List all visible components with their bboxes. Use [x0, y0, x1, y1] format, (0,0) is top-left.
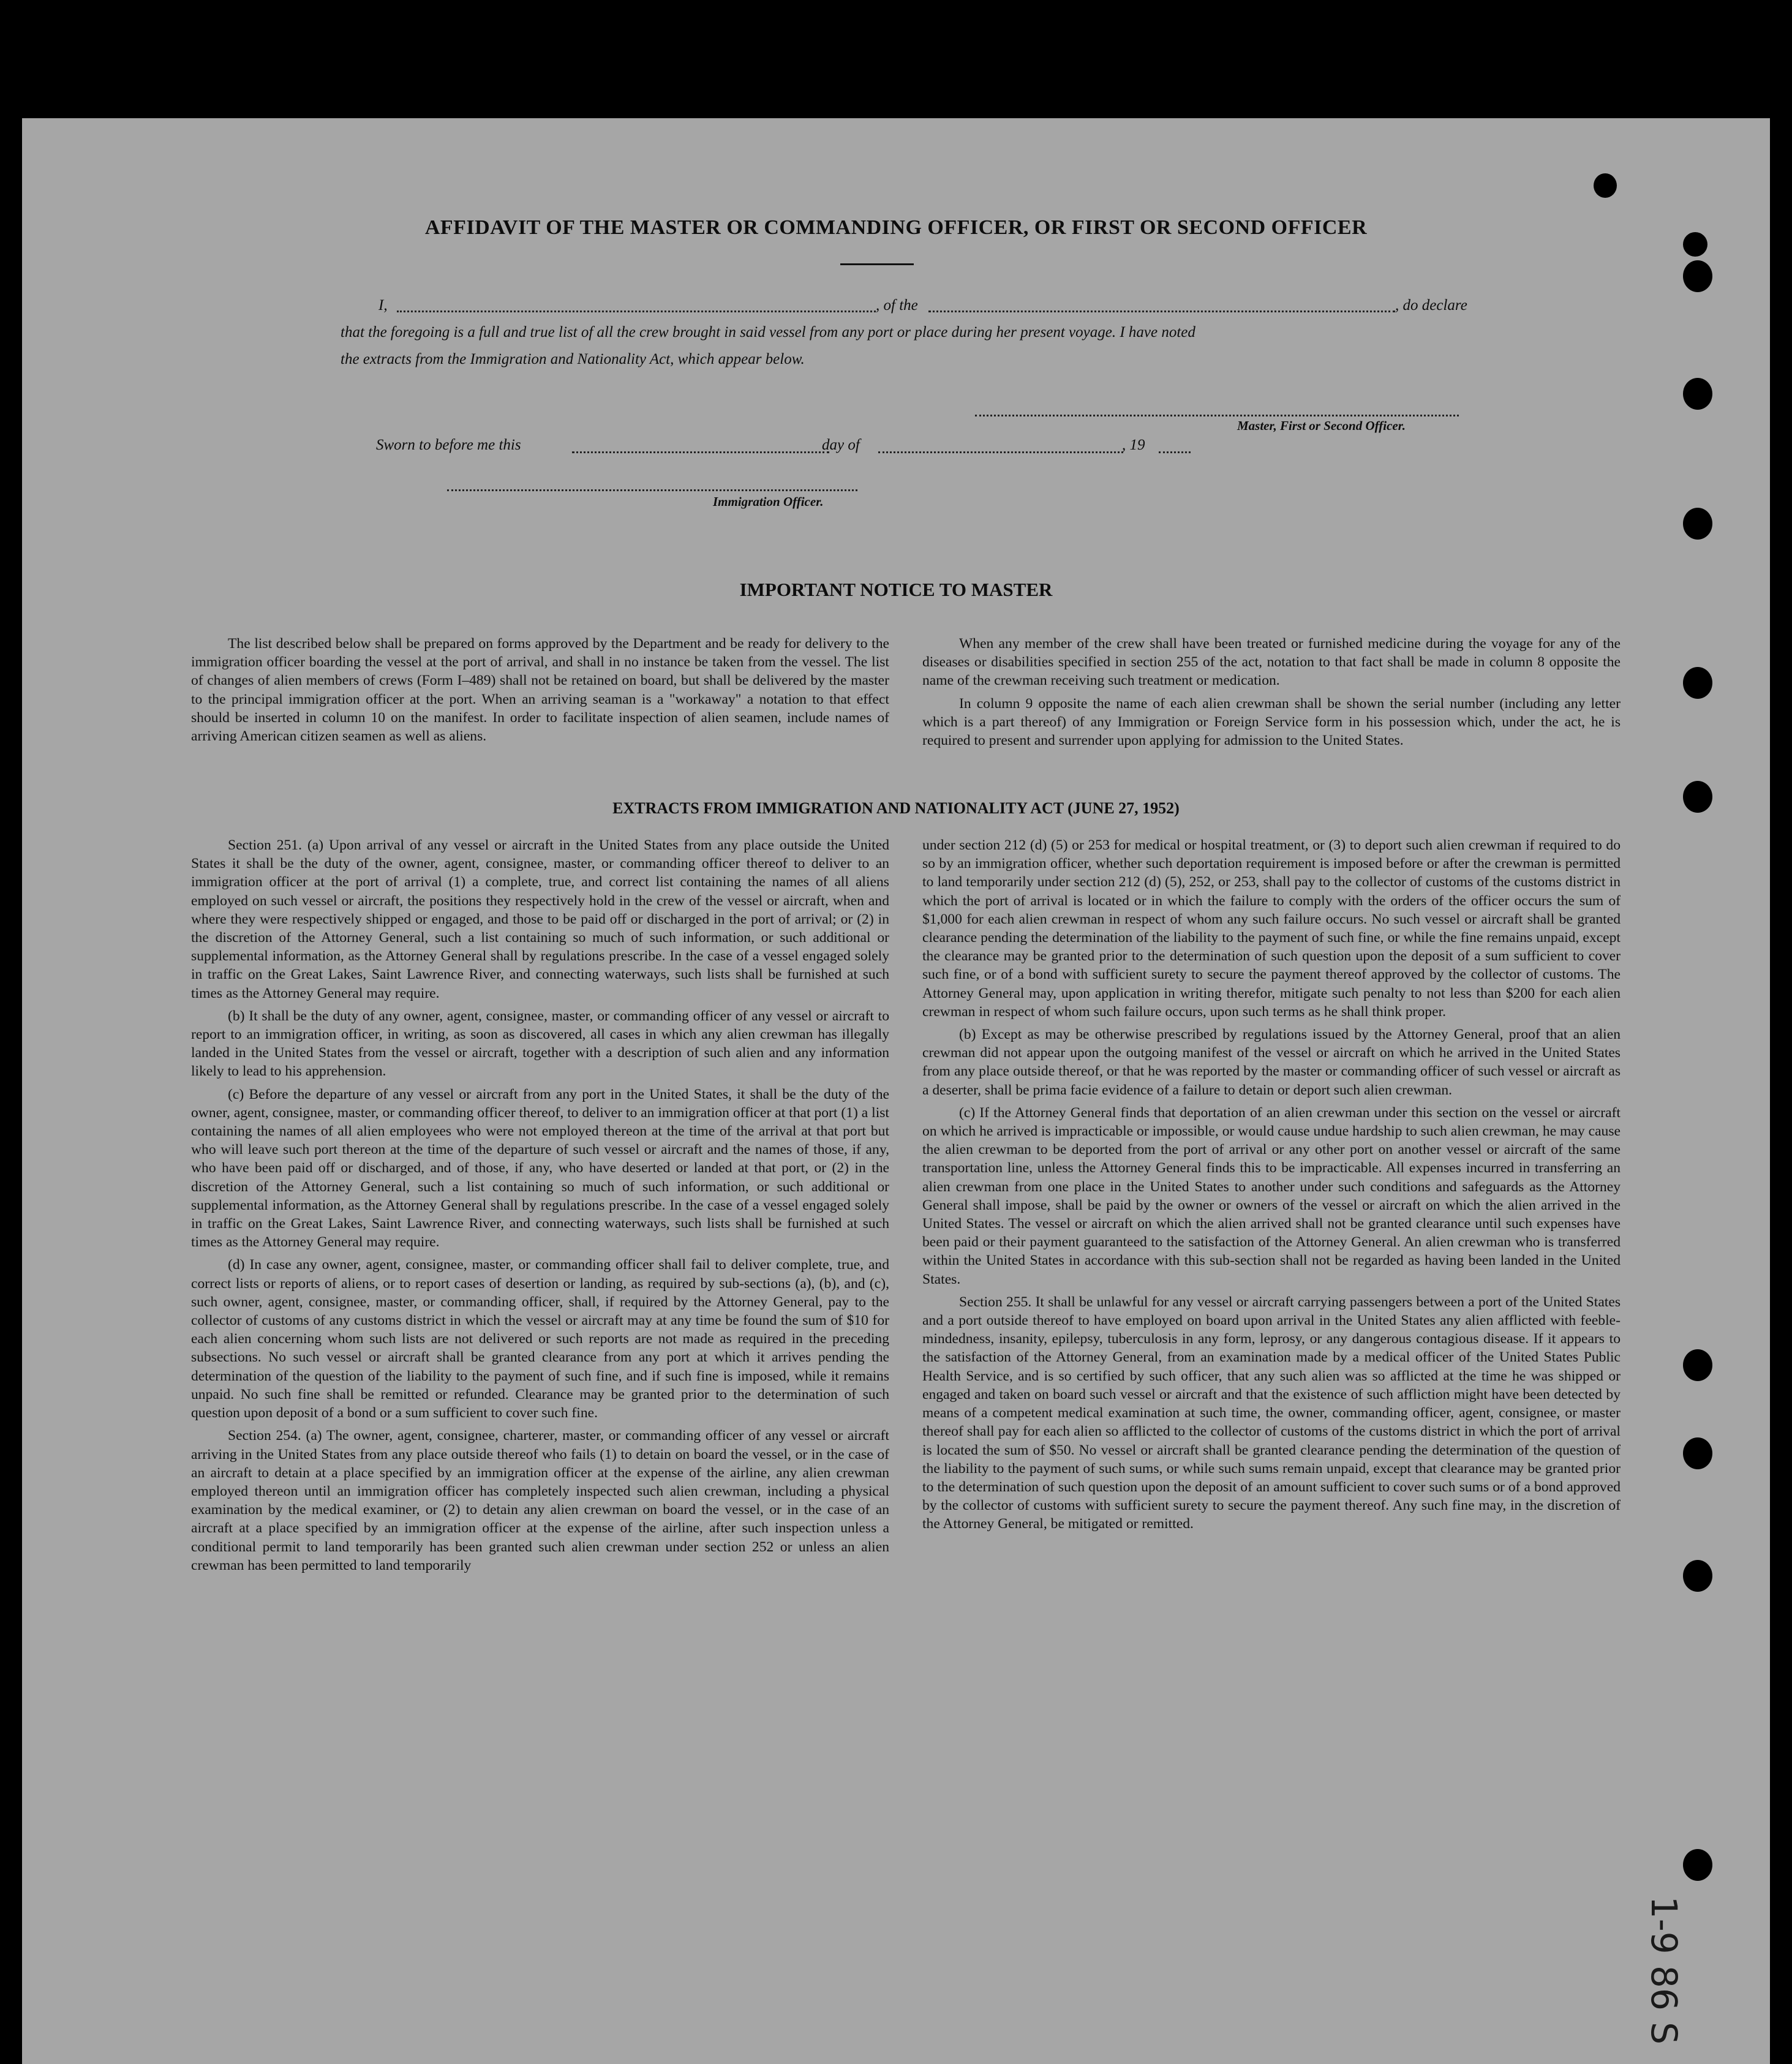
i-label: I, — [378, 297, 388, 314]
notice-right-column — [922, 635, 1621, 754]
month-blank[interactable] — [878, 451, 1123, 453]
extracts-right-column — [922, 836, 1621, 1538]
master-signature-line[interactable] — [975, 415, 1459, 416]
document-sheet — [22, 118, 1770, 2064]
name-blank[interactable] — [397, 311, 876, 312]
punch-hole — [1683, 667, 1712, 699]
notice-left-column — [191, 635, 889, 750]
notice-title: IMPORTANT NOTICE TO MASTER — [739, 579, 1053, 600]
declaration-line-2: the extracts from the Immigration and Nationality Act, which appear below. — [341, 351, 805, 367]
extract-section-254c: (c) If the Attorney General finds that deportation of an alien crewman under this section on the vessel or aircraft on which he arrived is impracticable or impossible, or would cause undue hardship to such alien crewman, he may cause the alien crewman to be deported from the port of arrival or any other port on another vessel or aircraft of the same transportation line, unless the Attorney General finds this to be impracticable. All expenses incurred in transferring an alien crewman from one place in the United States to another under such conditions and safeguards as the Attorney General shall impose, shall be paid by the owner or owners of the vessel or aircraft on which the alien arrived in the United States. The vessel or aircraft on which the alien arrived shall not be granted clearance until such expenses have been paid or their payment guaranteed to the satisfaction of the Attorney General. An alien crewman who is transferred within the United States in accordance with this sub-section shall not be regarded as having been landed in the United States. — [922, 1104, 1621, 1287]
extract-section-254b: (b) Except as may be otherwise prescribed by regulations issued by the Attorney General, proof that an alien crewman did not appear upon the outgoing manifest of the vessel or aircraft on which he arrived in the United States from any place outside thereof, or that he was reported by the master or commanding officer of such vessel or aircraft as a deserter, shall be prima facie evidence of a failure to detain or deport such alien crewman. — [922, 1026, 1621, 1098]
punch-hole — [1683, 1437, 1712, 1469]
do-declare-label: , do declare — [1395, 297, 1467, 314]
punch-hole — [1683, 260, 1712, 292]
title-divider — [840, 263, 914, 265]
notice-right-paragraph-1: When any member of the crew shall have been treated or furnished medicine during the voyage for any of the diseases or disabilities specified in section 255 of the act, notation to that fact shall be made in column 8 opposite the name of the crewman receiving such treatment or medication. — [922, 636, 1621, 689]
officer-signature-line[interactable] — [447, 489, 857, 491]
extract-section-251c: (c) Before the departure of any vessel or aircraft from any port in the United States, it shall be the duty of the owner, agent, consignee, master, or commanding officer thereof, to deliver to an immigration officer at that port (1) a list containing the names of all alien employees who were not employed thereon at the time of the arrival at that port but who will leave such port thereon at the time of the departure of such vessel or aircraft and the names of those, if any, who have been paid off or discharged, and of those, if any, who have deserted or landed at that port, or (2) in the discretion of the Attorney General, such a list containing so much of such information, or such additional or supplemental information, as the Attorney General shall by regulations prescribe. In the case of a vessel engaged solely in traffic on the Great Lakes, Saint Lawrence River, and connecting waterways, such lists shall be furnished at such times as the Attorney General may require. — [191, 1086, 889, 1251]
sworn-date-blank[interactable] — [572, 451, 829, 453]
notice-right-paragraph-2: In column 9 opposite the name of each alien crewman shall be shown the serial number (including any letter which is a part thereof) of any Immigration or Foreign Service form in his possession which, under the act, he is required to present and surrender upon applying for admission to the United States. — [922, 695, 1621, 749]
extract-section-251d: (d) In case any owner, agent, consignee, master, or commanding officer shall fail to deliver complete, true, and correct lists or reports of aliens, or to report cases of desertion or landing, as required by sub-sections (a), (b), and (c), such owner, agent, consignee, master, or commanding officer, shall, if required by the Attorney General, pay to the collector of customs of any customs district in which the vessel or aircraft may at any time be found the sum of $10 for each alien concerning whom such lists are not delivered or such reports are not made as required in the preceding subsections. No such vessel or aircraft shall be granted clearance from any port at which it arrives pending the determination of the question of the liability to the payment of such fine, and if such fine is imposed, while it remains unpaid. No such fine shall be remitted or refunded. Clearance may be granted prior to the determination of such question upon deposit of a bond or a sum sufficient to cover such fine. — [191, 1257, 889, 1422]
sworn-label: Sworn to before me this — [376, 437, 521, 453]
year-blank[interactable] — [1159, 451, 1191, 453]
extract-section-255: Section 255. It shall be unlawful for any vessel or aircraft carrying passengers between a port of the United States and a port outside thereof to have employed on board upon arrival in the United States any alien afflicted with feeble-mindedness, insanity, epilepsy, tuberculosis in any form, leprosy, or any dangerous contagious disease. If it appears to the satisfaction of the Attorney General, from an examination made by a medical officer of the United States Public Health Service, and is so certified by such officer, that any such alien was so afflicted at the time he was shipped or engaged and taken on board such vessel or aircraft and that the existence of such affliction might have been detected by means of a competent medical examination at such time, the owner, commanding officer, agent, consignee, or master thereof shall pay for each alien so afflicted to the collector of customs of the customs district in which the port of arrival is located the sum of $50. No vessel or aircraft shall be granted clearance pending the determination of the question of the liability to the payment of such sums, or while such sums remain unpaid, except that clearance may be granted prior to the determination of such question upon the deposit of an amount sufficient to cover such sums or of a bond approved by the collector of customs with sufficient surety to secure the payment thereof. Any such fine may, in the discretion of the Attorney General, be mitigated or remitted. — [922, 1294, 1621, 1532]
affidavit-title: AFFIDAVIT OF THE MASTER OR COMMANDING OFFICER, OR FIRST OR SECOND OFFICER — [424, 216, 1368, 239]
officer-signature-label: Immigration Officer. — [713, 494, 824, 509]
of-the-label: , of the — [876, 297, 918, 314]
year-label: , 19 — [1122, 437, 1145, 453]
punch-hole — [1683, 378, 1712, 410]
punch-hole — [1683, 1849, 1712, 1881]
punch-hole — [1594, 173, 1617, 198]
vessel-blank[interactable] — [928, 311, 1395, 312]
extract-section-251b: (b) It shall be the duty of any owner, agent, consignee, master, or commanding officer of any vessel or aircraft to report to an immigration officer, in writing, as soon as discovered, all cases in which any alien crewman has illegally landed in the United States from the vessel or aircraft, together with a description of such alien and any information likely to lead to his apprehension. — [191, 1008, 889, 1080]
day-of-label: day of — [822, 437, 860, 453]
extract-section-254a: Section 254. (a) The owner, agent, consignee, charterer, master, or commanding officer of any vessel or aircraft arriving in the United States from any place outside thereof who fails (1) to detain on board the vessel, or in the case of an aircraft to detain at a place specified by an immigration officer at the expense of the airline, any alien crewman employed thereon until an immigration officer has completely inspected such alien crewman, including a physical examination by the medical examiner, or (2) to detain any alien crewman on board the vessel, or in the case of an aircraft at a place specified by an immigration officer at the expense of the airline, after such inspection unless a conditional permit to land temporarily has been granted such alien crewman under section 252 or unless an alien crewman has been permitted to land temporarily — [191, 1428, 889, 1573]
notice-left-paragraph: The list described below shall be prepared on forms approved by the Department and be ready for delivery to the immigration officer boarding the vessel at the port of arrival, and shall in no instance be taken from the vessel. The list of changes of alien members of crews (Form I–489) shall not be retained on board, but shall be delivered by the master to the principal immigration officer at the port. When an arriving seaman is a "workaway" a notation to that effect should be inserted in column 10 on the manifest. In order to facilitate inspection of alien seamen, include names of arriving American citizen seamen as well as aliens. — [191, 636, 889, 745]
extract-section-251a: Section 251. (a) Upon arrival of any vessel or aircraft in the United States from any place outside the United States it shall be the duty of the owner, agent, consignee, master, or commanding officer thereof to deliver to an immigration officer at the port of arrival (1) a complete, true, and correct list containing the names of all aliens employed on such vessel or aircraft, the positions they respectively hold in the crew of the vessel or aircraft, when and where they were respectively shipped or engaged, and those to be paid off or discharged in the port of arrival; or (2) in the discretion of the Attorney General, such a list containing so much of such information, or such additional or supplemental information, as the Attorney General shall by regulations prescribe. In the case of a vessel engaged solely in traffic on the Great Lakes, Saint Lawrence River, and connecting waterways, such lists shall be furnished at such times as the Attorney General may require. — [191, 837, 889, 1001]
extract-section-254a-cont: under section 212 (d) (5) or 253 for medical or hospital treatment, or (3) to deport such alien crewman if required to do so by an immigration officer, whether such deportation requirement is imposed before or after the crewman is permitted to land temporarily under section 212 (d) (5), 252, or 253, shall pay to the collector of customs of the customs district in which the port of arrival is located or in which the failure to comply with the orders of the officer occurs the sum of $1,000 for each alien crewman in respect of whom any such failure occurs. No such vessel or aircraft shall be granted clearance pending the determination of the liability to the payment of such fine, or while the fine remains unpaid, except the clearance may be granted prior to the determination of such question upon the deposit of a sum sufficient to cover such fine, or of a bond with sufficient surety to secure the payment thereof approved by the collector of customs. The Attorney General may, upon application in writing therefor, mitigate such penalty to not less than $200 for each alien crewman in respect of whom such failure occurs, upon such terms as he shall think proper. — [922, 837, 1621, 1020]
extracts-title: EXTRACTS FROM IMMIGRATION AND NATIONALITY ACT (JUNE 27, 1952) — [612, 799, 1180, 817]
declaration-line-1: that the foregoing is a full and true list of all the crew brought in said vessel from any port or place during her present voyage. I have noted — [341, 324, 1195, 341]
master-signature-label: Master, First or Second Officer. — [1237, 418, 1406, 433]
punch-hole — [1683, 508, 1712, 540]
extracts-left-column — [191, 836, 889, 1579]
handwritten-margin-note: 1-9 86 S — [1643, 1896, 1685, 2045]
punch-hole — [1683, 1560, 1712, 1592]
punch-hole — [1683, 1349, 1712, 1381]
